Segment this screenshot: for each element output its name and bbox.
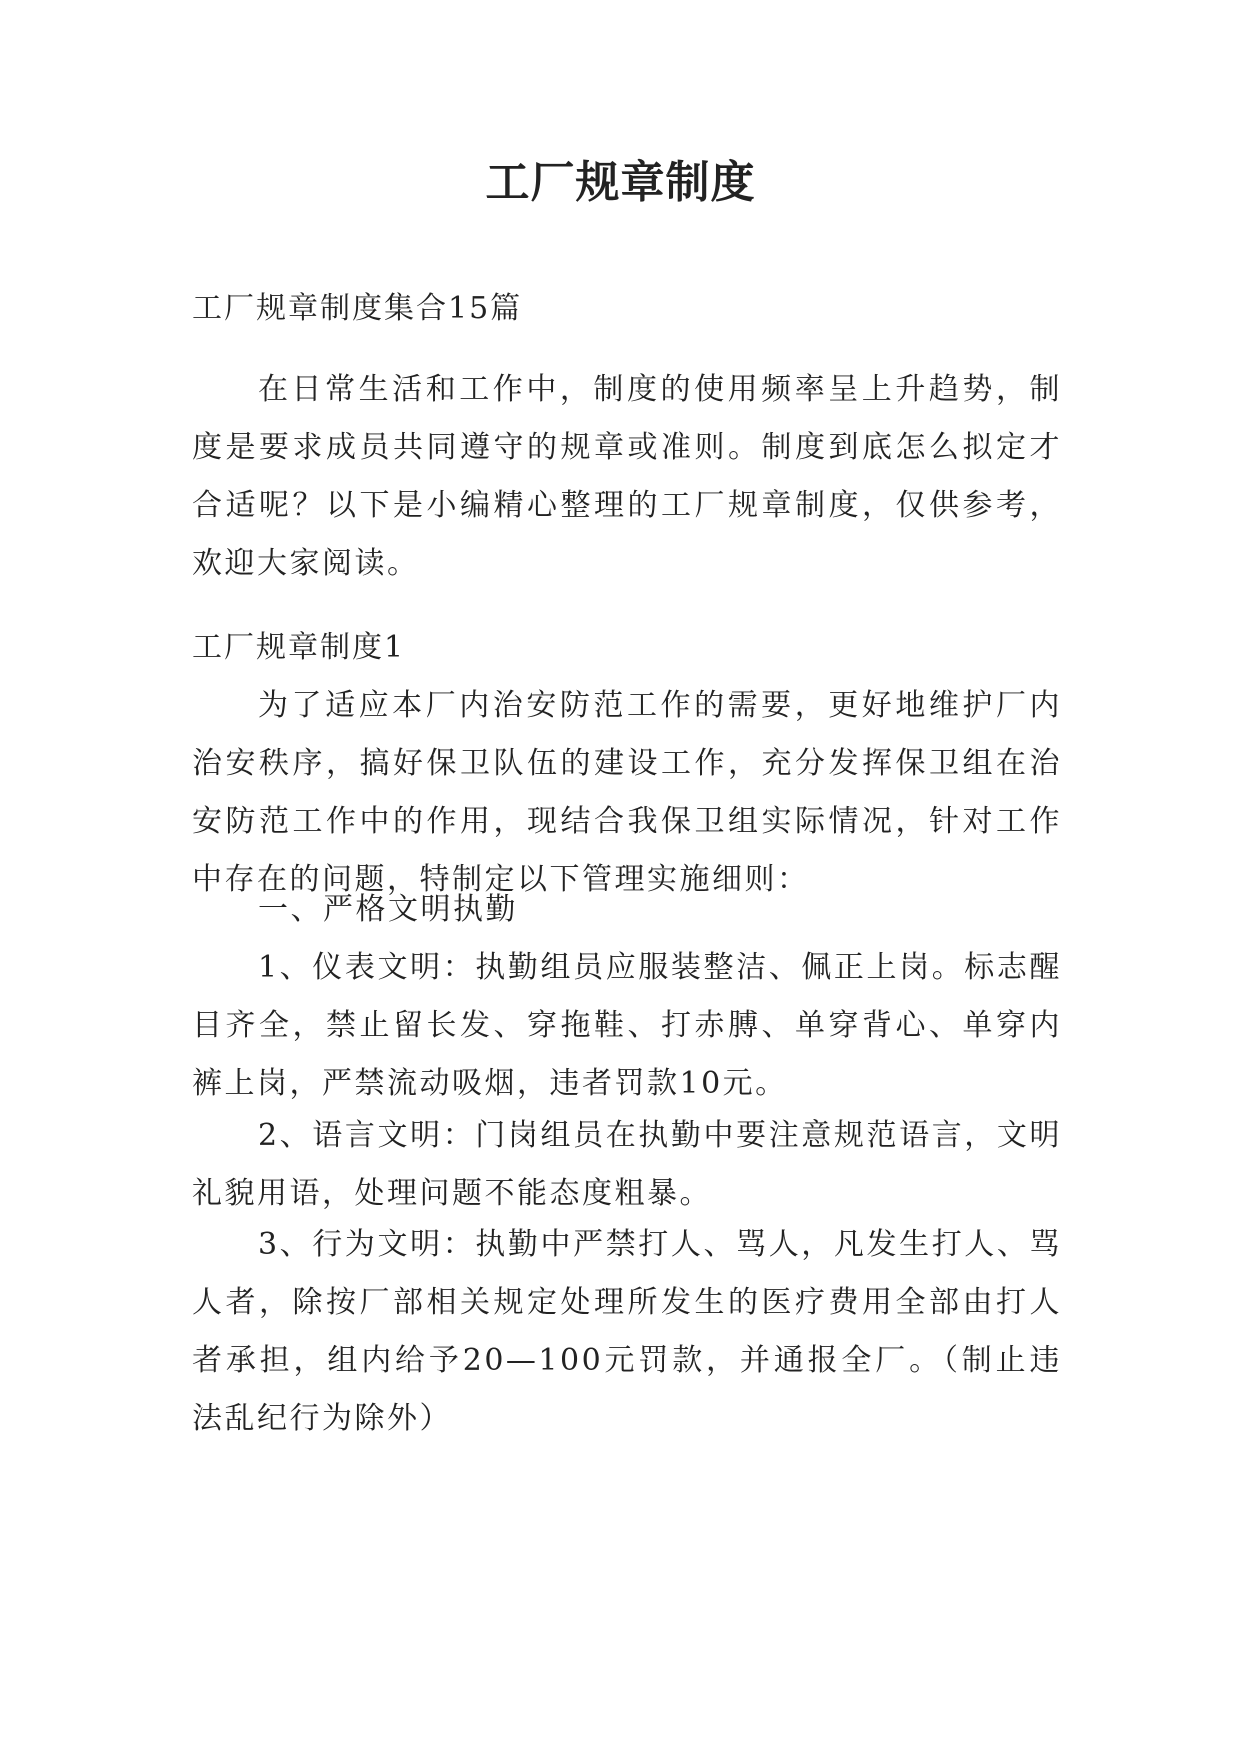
- body-paragraph-3: 1、仪表文明：执勤组员应服装整洁、佩正上岗。标志醒目齐全，禁止留长发、穿拖鞋、打赤膊、单穿背心、单穿内裤上岗，严禁流动吸烟，违者罚款10元。: [192, 950, 1062, 1101]
- section-title: 工厂规章制度1: [192, 630, 406, 665]
- body-paragraph-4: 2、语言文明：门岗组员在执勤中要注意规范语言，文明礼貌用语，处理问题不能态度粗暴。: [192, 1118, 1062, 1211]
- body-paragraph-2: 一、严格文明执勤: [258, 892, 518, 927]
- page-title: 工厂规章制度: [485, 157, 756, 208]
- intro-paragraph: 在日常生活和工作中，制度的使用频率呈上升趋势，制度是要求成员共同遵守的规章或准则。制度到底怎么拟定才合适呢？以下是小编精心整理的工厂规章制度，仅供参考，欢迎大家阅读。: [192, 372, 1062, 581]
- body-paragraph-5: 3、行为文明：执勤中严禁打人、骂人，凡发生打人、骂人者，除按厂部相关规定处理所发生的医疗费用全部由打人者承担，组内给予20—100元罚款，并通报全厂。（制止违法乱纪行为除外）: [192, 1227, 1062, 1436]
- document-subtitle: 工厂规章制度集合15篇: [192, 291, 523, 326]
- body-paragraph-1: 为了适应本厂内治安防范工作的需要，更好地维护厂内治安秩序，搞好保卫队伍的建设工作，充分发挥保卫组在治安防范工作中的作用，现结合我保卫组实际情况，针对工作中存在的问题，特制定以下管理实施细则：: [192, 688, 1062, 897]
